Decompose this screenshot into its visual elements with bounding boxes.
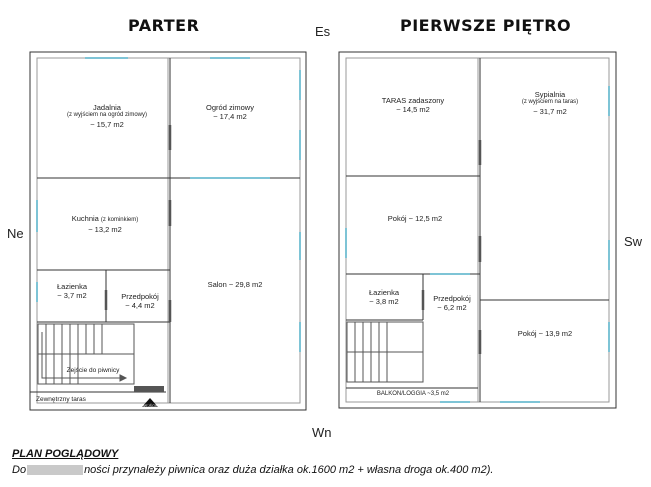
first-doors [423,140,480,354]
compass-southwest-label: Sw [624,234,643,249]
plan-title: PLAN POGLĄDOWY [12,448,119,460]
room-przedpokoj-first-label: Przedpokój ~ 6,2 m2 [433,294,471,313]
room-sypialnia-label: Sypialnia (z wyjściem na taras) ~ 31,7 m2 [521,90,579,116]
footer-note-obscured [27,465,83,475]
entrance-label: WEJŚCIE [142,404,158,408]
room-przedpokoj-label: Przedpokój ~ 4,4 m2 [121,292,159,311]
footer-note-start: Do [12,464,27,476]
first-floor-title: PIERWSZE PIĘTRO [400,16,572,35]
compass-northeast-label: Ne [7,226,24,241]
basement-stairs-label: Zejście do piwnicy [66,367,120,374]
compass-west-label: Wn [312,425,332,440]
room-lazienka-first-label: Łazienka ~ 3,8 m2 [368,288,400,307]
first-stairs [347,322,423,382]
room-jadalnia-label: Jadalnia (z wyjściem na ogród zimowy) ~ 15,7 m2 [66,103,148,129]
room-taras-zadaszony-label: TARAS zadaszony ~ 14,5 m2 [381,96,445,115]
room-pokoj-2-label: Pokój ~ 13,9 m2 [517,329,573,338]
footer-note [12,464,493,476]
compass-east-label: Es [315,24,331,39]
outdoor-terrace-label: Zewnętrzny taras [36,396,86,403]
room-lazienka-label: Łazienka ~ 3,7 m2 [56,282,88,301]
ground-entrance-step [134,386,164,392]
room-salon-label: Salon ~ 29,8 m2 [207,280,263,289]
ground-floor-title: PARTER [128,16,200,35]
room-kuchnia-label: Kuchnia (z kominkiem) ~ 13,2 m2 [71,214,139,234]
footer-note-end: ności przynależy piwnica oraz duża działka ok.1600 m2 + własna droga ok.400 m2). [84,464,494,476]
balcony-label: BALKON/LOGGIA ~3,5 m2 [376,391,450,397]
room-pokoj-1-label: Pokój ~ 12,5 m2 [387,214,443,223]
room-ogrod-label: Ogród zimowy ~ 17,4 m2 [206,103,254,122]
